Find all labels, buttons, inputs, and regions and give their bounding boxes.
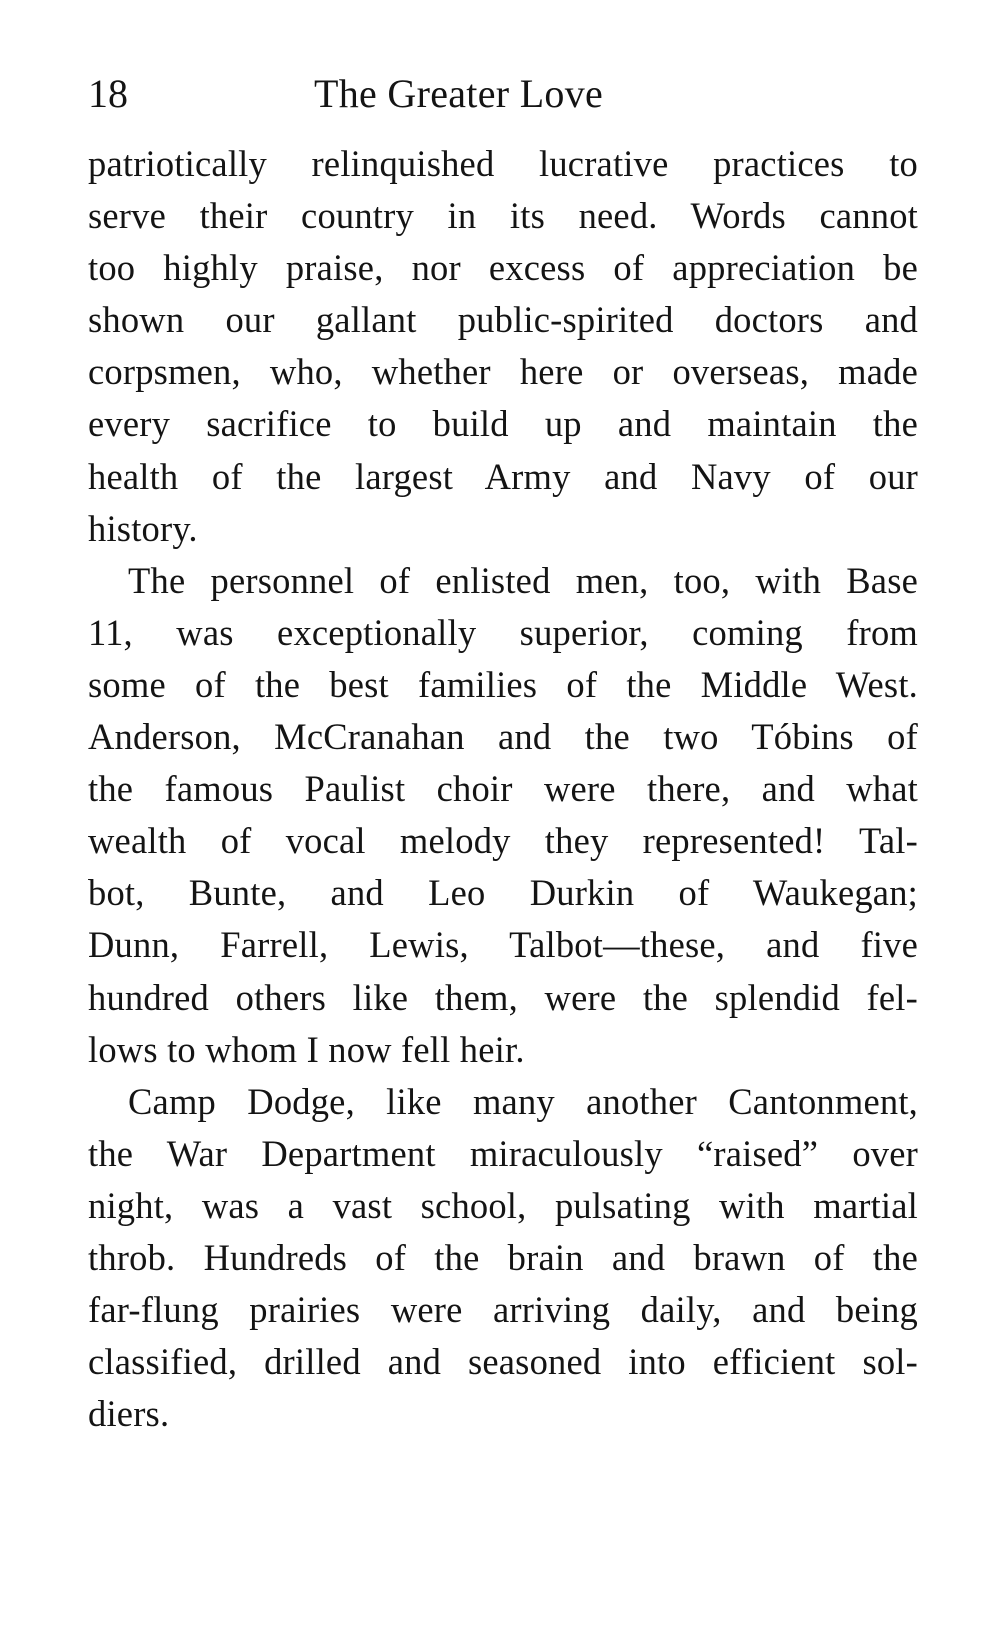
text-line: history.: [88, 507, 198, 549]
text-line: Camp Dodge, like many another Cantonment,: [128, 1080, 918, 1122]
body-text: [88, 138, 918, 1440]
text-line: Dunn, Farrell, Lewis, Talbot—these, and five: [88, 924, 918, 966]
text-line: every sacrifice to build up and maintain the: [88, 403, 918, 445]
text-line: 11, was exceptionally superior, coming from: [88, 611, 918, 653]
text-line: throb. Hundreds of the brain and brawn of the: [88, 1236, 918, 1278]
paragraph-3: [88, 1076, 918, 1441]
text-line: lows to whom I now fell heir.: [88, 1028, 525, 1070]
text-line: wealth of vocal melody they represented! Tal-: [88, 820, 918, 862]
paragraph-2: [88, 555, 918, 1076]
text-line: night, was a vast school, pulsating with martial: [88, 1184, 918, 1226]
text-line: far-flung prairies were arriving daily, and being: [88, 1289, 918, 1331]
text-line: corpsmen, who, whether here or overseas, made: [88, 351, 918, 393]
running-title: The Greater Love: [314, 71, 604, 116]
text-line: diers.: [88, 1393, 170, 1435]
text-line: the War Department miraculously “raised” over: [88, 1132, 918, 1174]
text-line: shown our gallant public-spirited doctors and: [88, 299, 918, 341]
text-line: The personnel of enlisted men, too, with Base: [128, 559, 918, 601]
text-line: classified, drilled and seasoned into efficient sol-: [88, 1341, 918, 1383]
text-line: the famous Paulist choir were there, and what: [88, 768, 918, 810]
text-line: bot, Bunte, and Leo Durkin of Waukegan;: [88, 872, 918, 914]
page-number: 18: [88, 71, 128, 116]
text-line: serve their country in its need. Words cannot: [88, 195, 918, 237]
text-line: hundred others like them, were the splendid fel-: [88, 976, 918, 1018]
text-line: Anderson, McCranahan and the two Tóbins of: [88, 716, 918, 758]
text-line: some of the best families of the Middle West.: [88, 663, 918, 705]
text-line: too highly praise, nor excess of appreciation be: [88, 247, 918, 289]
text-line: health of the largest Army and Navy of our: [88, 455, 918, 497]
paragraph-1: [88, 138, 918, 555]
text-line: patriotically relinquished lucrative practices to: [88, 143, 918, 184]
page-header: [88, 66, 918, 126]
